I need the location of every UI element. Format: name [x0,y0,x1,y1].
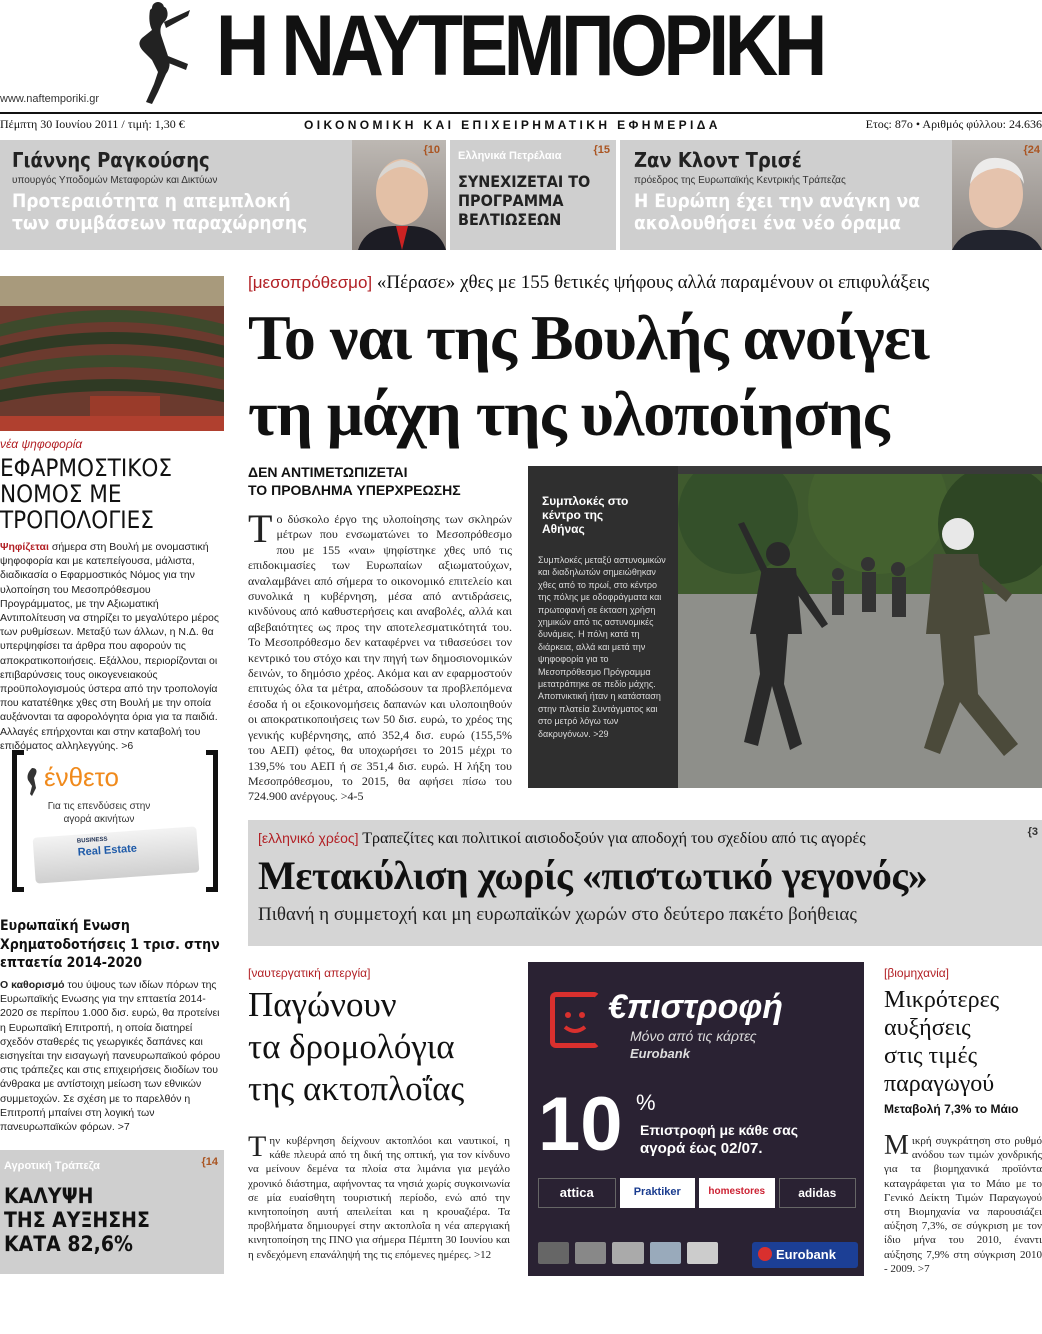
ad-subtitle: Μόνο από τις κάρτες [630,1028,757,1044]
eu-body [0,978,222,1134]
riot-photo [678,474,1042,788]
industry-headline-1: Μικρότερες [884,987,1000,1013]
trichet-photo [952,140,1042,250]
agri-headline-2: ΤΗΣ ΑΥΞΗΣΗΣ [4,1208,150,1232]
masthead-logo-figure [128,0,200,106]
main-headline-1: Το ναι της Βουλής ανοίγει [248,302,929,373]
teaser-headline: Προτεραιότητα η απεμπλοκή των συμβάσεων παραχώρησης [12,190,308,234]
teaser-ragkousis[interactable] [0,140,446,250]
industry-headline-3: στις τιμές [884,1043,978,1069]
insert-bracket-right [206,750,218,892]
ad-brand-attica: attica [538,1178,616,1208]
main-headline-2: τη μάχη της υλοποίησης [248,378,889,449]
teaser-kicker: Ελληνικά Πετρέλαια [458,150,562,162]
left-body-text: σήμερα στη Βουλή με ονομαστική ψηφοφορία και με κατεπείγουσα, μάλιστα, διαδικασία ο Εφαρμοστικός Νόμος για την υλοποίηση του Μεσοπρόθεσμου Προγράμματος, με την Αξιωματική Αντιπολίτευση να στηρίζει το μεγαλύτερο μέρος των ρυθμίσεων. Μεταξύ των άλλων, η Ν.Δ. θα υπερψηφίσει τα άρθρα που αφορούν τις αποκρατικοποιήσεις. Εξάλλου, περιορίζονται οι επιβαρύνσεις τους οικογενειακούς προϋπολογισμούς ύστερα από την τροπολογία που κατατέθηκε χθες στη Βουλή με την οποία αυξάνονται τα αφορολόγητα όρια για τα παιδιά. Αλλαγές επήρχονται και στην καταβολή του επιδόματος αλληλεγγύης. >6 [0,541,219,752]
main-sub-2: ΤΟ ΠΡΟΒΛΗΜΑ ΥΠΕΡΧΡΕΩΣΗΣ [248,482,461,498]
ad-title: €πιστροφή [608,988,784,1026]
debt-sub: Πιθανή η συμμετοχή και μη ευρωπαϊκών χωρών στο δεύτερο πακέτο βοήθειας [258,904,857,925]
ad-footer-bank: Eurobank [776,1247,836,1262]
eu-lead: Ο καθορισμό [0,979,65,991]
industry-headline-4: παραγωγού [884,1071,995,1097]
ad-footer-logo [752,1242,858,1268]
ragkousis-photo [352,140,446,250]
date-price: Πέμπτη 30 Ιουνίου 2011 / τιμή: 1,30 € [0,117,185,131]
insert-figure-icon [24,766,44,798]
eu-headline: Χρηματοδοτήσεις 1 τρισ. στην επταετία 2014-2020 [0,937,220,971]
ad-bank: Eurobank [630,1046,690,1061]
industry-kicker: [βιομηχανία] [884,966,950,980]
issue-number: Ετος: 87ο • Αριθμός φύλλου: 24.636 [865,117,1042,131]
teaser-headline: ΣΥΝΕΧΙΖΕΤΑΙ ΤΟ ΠΡΟΓΡΑΜΜΑ ΒΕΛΤΙΩΣΕΩΝ [458,172,591,229]
agri-headline-1: ΚΑΛΥΨΗ [4,1184,94,1208]
teaser-elpe[interactable] [450,140,616,250]
left-kicker: νέα ψηφοφορία [0,437,83,451]
insert-bracket-left [12,750,24,892]
tagline: ΟΙΚΟΝΟΜΙΚΗ ΚΑΙ ΕΠΙΧΕΙΡΗΜΑΤΙΚΗ ΕΦΗΜΕΡΙΔΑ [304,118,721,132]
eu-body-text: του ύψους των ιδίων πόρων της Ευρωπαϊκής Ενωσης για την επταετία 2014-2020 σε περίπου 1.000 δισ. ευρώ, θα προτείνει η Ευρωπαϊκή Επιτροπή, η οποία διατηρεί σχεδόν σταθερές τις γεωργικές δαπάνες και εισηγείται την εισαγωγή πανευρωπαϊκού φόρου στις τράπεζες και στις επιχειρήσεις διοδίων του άνθρακα με αντίστοιχη μείωση των εθνικών συμμετοχών. Σε σχέση με το παρελθόν η Επιτροπή μπαίνει στη λογική των πανευρωπαϊκών φόρων. >7 [0,979,221,1134]
debt-kicker: [ελληνικό χρέος] [258,830,359,846]
agri-kicker: Αγροτική Τράπεζα [4,1160,100,1172]
strike-body-text: ην κυβέρνηση δείχνουν ακτοπλόοι και ναυτικοί, η κάθε πλευρά από τη δική της οπτική, για τον κίνδυνο να μείνουν δεμένα τα πλοία στα λιμάνια για μεγάλο χρονικό διάστημα, αφήνοντας τα νησιά χωρίς συγκοινωνία σε μία ευαίσθητη τουριστική περίοδο, ενώ από την κινητοποίηση αυτή απειλείται και η κρουαζιέρα. Τα προβλήματα δημιουργεί στην ακτοπλοΐα η νέα απεργιακή κινητοποίηση της ΠΝΟ για σήμερα Πέμπτη 30 Ιουνίου και η ενδεχόμενη επανάληψή της τις επόμενες ημέρες. >12 [248,1135,510,1261]
industry-dropcap: Μ [884,1130,909,1161]
left-headline-2: ΝΟΜΟΣ ΜΕ [0,480,122,508]
teaser-name: Ζαν Κλοντ Τρισέ [634,148,802,172]
riot-photo-box [528,466,1042,788]
teaser-role: πρόεδρος της Ευρωπαϊκής Κεντρικής Τράπεζας [634,175,846,186]
main-kicker-line [248,272,1042,294]
left-headline-3: ΤΡΟΠΟΛΟΓΙΕΣ [0,506,154,534]
strike-body [248,1130,510,1262]
eurobank-ad[interactable] [528,962,864,1276]
insert-box[interactable] [0,750,224,895]
masthead-title: Η ΝΑΥΤΕΜΠΟΡΙΚΗ [216,0,823,94]
main-body [248,506,512,805]
masthead-rule [0,112,1042,114]
teaser-page: {24 [1023,144,1040,156]
strike-headline-3: της ακτοπλοΐας [248,1069,465,1108]
main-deck: «Πέρασε» χθες με 155 θετικές ψήφους αλλά παραμένουν οι επιφυλάξεις [376,272,930,293]
insert-text: Για τις επενδύσεις στην αγορά ακινήτων [47,801,151,825]
ad-brand-adidas: adidas [779,1178,857,1208]
teaser-trichet[interactable] [620,140,1042,250]
ad-percent-sign: % [636,1090,656,1115]
insert-magazine [33,826,200,883]
debt-page: {3 [1027,826,1038,838]
strike-kicker: [ναυτεργατική απεργία] [248,966,371,980]
ad-line-1: Επιστροφή με κάθε σας [640,1122,799,1138]
left-body [0,540,222,753]
ad-brand-praktiker: Praktiker [620,1178,696,1208]
strike-headline-1: Παγώνουν [248,985,397,1024]
insert-title: ένθετο [44,762,120,792]
main-kicker: [μεσοπρόθεσμο] [248,273,373,292]
debt-headline: Μετακύλιση χωρίς «πιστωτικό γεγονός» [258,853,928,898]
agri-headline-3: ΚΑΤΑ 82,6% [4,1232,133,1256]
agri-page: {14 [201,1156,218,1168]
strike-dropcap: Τ [248,1130,267,1163]
teaser-name: Γιάννης Ραγκούσης [12,148,210,172]
teaser-page: {10 [423,144,440,156]
left-headline-1: ΕΦΑΡΜΟΣΤΙΚΟΣ [0,454,173,482]
main-sub-1: ΔΕΝ ΑΝΤΙΜΕΤΩΠΙΖΕΤΑΙ [248,464,408,480]
industry-body-text: ικρή συγκράτηση στο ρυθμό ανόδου των τιμών χονδρικής για τα βιομηχανικά προϊόντα καταγράφεται για το Μάιο με το Γενικό Δείκτη Τιμών Παραγωγού στη Βιομηχανία να παρουσιάζει αύξηση 7,3%, σε σύγκριση με τον ίδιο μήνα του 2010, έναντι αύξησης 7,9% στη σύγκριση 2010 - 2009. >7 [884,1135,1042,1275]
teaser-page: {15 [593,144,610,156]
agri-box[interactable] [0,1150,224,1274]
ad-brand-homestores: homestores [699,1178,775,1208]
photo-caption: Συμπλοκές μεταξύ αστυνομικών και διαδηλωτών σημειώθηκαν χθες από το πρωί, στο κέντρο της πόλης με οδοφράγματα και πρωτοφανή σε έκταση χρήση χημικών από τις αστυνομικές δυνάμεις. Η πόλη κατά τη διάρκεια, αλλά και μετά την ψηφοφορία για το Μεσοπρόθεσμο Πρόγραμμα μετατράπηκε σε πεδίο μάχης. Αποπνικτική ήταν η κατάσταση στην πλατεία Συντάγματος και στο μετρό λόγω των δακρυγόνων. >29 [538,555,666,739]
eu-kicker: Ευρωπαϊκή Ενωση [0,918,130,934]
debt-band[interactable] [248,820,1042,946]
industry-headline-2: αυξήσεις [884,1015,971,1041]
debt-deck: Τραπεζίτες και πολιτικοί αισιοδοξούν για αποδοχή του σχεδίου από τις αγορές [362,830,866,847]
ad-brand-row [538,1178,856,1208]
parliament-photo [0,276,224,431]
photo-caption-title: Συμπλοκές στο κέντρο της Αθήνας [542,494,629,536]
left-lead: Ψηφίζεται [0,541,49,553]
website[interactable]: www.naftemporiki.gr [0,93,100,105]
debt-kicker-line [258,830,866,848]
teaser-headline: Η Ευρώπη έχει την ανάγκη να ακολουθήσει ένα νέο όραμα [634,190,920,234]
insert-brand: Real Estate [77,842,138,859]
main-dropcap: Τ [248,506,273,551]
ad-percent: 10 [538,1082,623,1167]
ad-cards [538,1242,718,1264]
riot-caption-panel [528,466,678,788]
industry-body [884,1130,1042,1276]
ad-bracket-icon [550,992,600,1048]
industry-sub: Μεταβολή 7,3% το Μάιο [884,1102,1019,1116]
ad-line-2: αγορά έως 02/07. [640,1140,763,1157]
teaser-role: υπουργός Υποδομών Μεταφορών και Δικτύων [12,175,218,186]
main-body-text: ο δύσκολο έργο της υλοποίησης των σκληρών μέτρων που ενσωματώνει το Μεσοπρόθεσμο που με 155 «ναι» ψηφίστηκε χθες υπό τις επιδοκιμασίες των Ευρωπαίων αξιωματούχων, αναλαμβάνει από σήμερα το οικονομικό επιτελείο και συνολικά η κυβέρνηση, μέσα από αντιδράσεις, κινδύνους από καθυστερήσεις και αναβολές, αλλά και αβεβαιότητες ως προς την αποτελεσματικότητά του. Το Μεσοπρόθεσμο δεν καταφέρνει να τιθασεύσει τον κεντρικό του στόχο και την πηγή των δημοσιονομικών δεινών, το δημόσιο χρέος. Ακόμα και αν εφαρμοστούν επιτυχώς όλα τα μέτρα, αποδώσουν τα προβλεπόμενα έσοδα ή οι εξοικονομήσεις δαπανών και υλοποιηθούν οι αποκρατικοποιήσεις των 50 δισ. ευρώ, το χρέος της γενικής κυβέρνησης, από 352,4 δισ. ευρώ (155,5% του ΑΕΠ) φέτος, θα υποχωρήσει το 2015 μέχρι το 139,5% του ΑΕΠ ή σε 351,4 δισ. ευρώ. Η λήξη του Μεσοπρόθεσμου, το 2015, θα αφήσει πίσω του 724.900 ανέργους. >4-5 [248,512,512,804]
insert-brand-small: BUSINESS [76,836,108,845]
strike-headline-2: τα δρομολόγια [248,1027,455,1066]
